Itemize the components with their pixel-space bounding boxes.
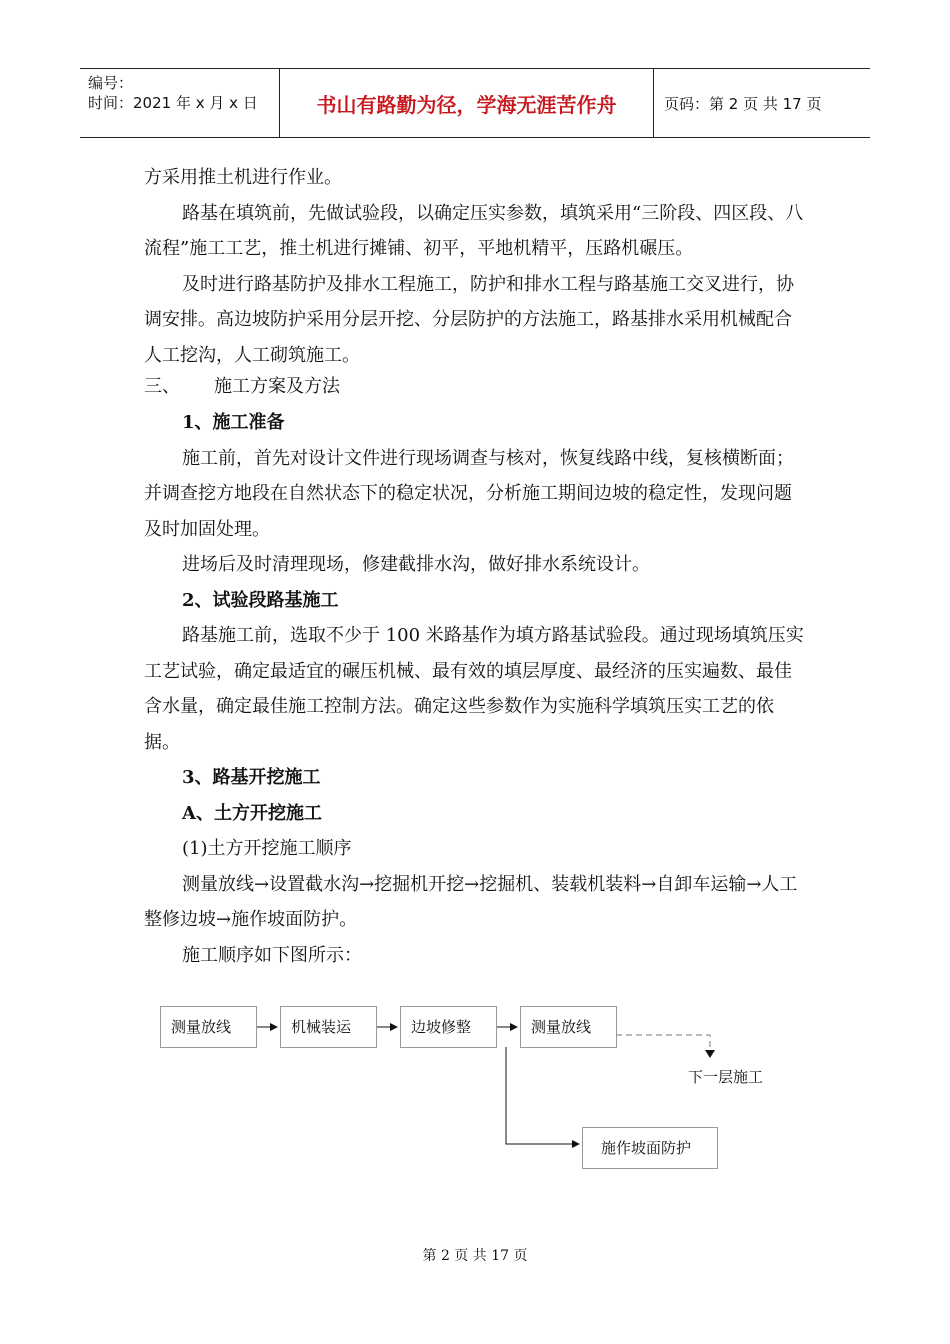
subheading: A、土方开挖施工 [182, 802, 322, 824]
paragraph: 施工顺序如下图所示： [182, 944, 362, 966]
flow-label-next-layer: 下一层施工 [688, 1068, 764, 1086]
page-footer: 第 2 页 共 17 页 [422, 1248, 528, 1264]
subheading: 2、试验段路基施工 [182, 589, 339, 611]
paragraph: 路基施工前，选取不少于 100 米路基作为填方路基试验段。通过现场填筑压实工艺试验，确定最适宜的碾压机械、最有效的填层厚度、最经济的压实遍数、最佳含水量，确定最佳施工控制方法。确定这些参数作为实施科学填筑压实工艺的依据。 [144, 625, 804, 753]
flow-box-survey-2: 测量放线 [520, 1006, 617, 1048]
flow-box-mechanical-loading: 机械装运 [280, 1006, 377, 1048]
arrow-connector [506, 1047, 579, 1144]
flow-box-slope-protection: 施作坡面防护 [582, 1127, 718, 1169]
paragraph: 施工前，首先对设计文件进行现场调查与核对，恢复线路中线，复核横断面；并调查挖方地段在自然状态下的稳定状况，分析施工期间边坡的稳定性，发现问题及时加固处理。 [144, 447, 794, 540]
subheading: 1、施工准备 [182, 412, 285, 433]
paragraph: 测量放线→设置截水沟→挖掘机开挖→挖掘机、装载机装料→自卸车运输→人工整修边坡→施作坡面防护。 [144, 873, 798, 930]
number-label: 编号： [88, 74, 134, 92]
time-label: 时间：2021 年 x 月 x 日 [88, 94, 258, 112]
flow-box-survey: 测量放线 [160, 1006, 257, 1048]
header-page-info: 页码：第 2 页 共 17 页 [664, 94, 822, 113]
section-title: 施工方案及方法 [214, 376, 340, 397]
paragraph: 路基在填筑前，先做试验段，以确定压实参数，填筑采用“三阶段、四区段、八流程”施工工艺，推土机进行摊铺、初平，平地机精平，压路机碾压。 [144, 202, 804, 259]
paragraph: 及时进行路基防护及排水工程施工，防护和排水工程与路基施工交叉进行，协调安排。高边坡防护采用分层开挖、分层防护的方法施工，路基排水采用机械配合人工挖沟，人工砌筑施工。 [144, 273, 794, 366]
dashed-connector [616, 1035, 710, 1055]
section-number: 三、 [144, 376, 180, 397]
paragraph: (1)土方开挖施工顺序 [182, 838, 352, 859]
flow-box-slope-trimming: 边坡修整 [400, 1006, 497, 1048]
header-motto: 书山有路勤为径，学海无涯苦作舟 [280, 69, 654, 137]
paragraph: 方采用推土机进行作业。 [144, 167, 342, 188]
arrow-head [705, 1050, 715, 1058]
subheading: 3、路基开挖施工 [182, 767, 321, 788]
paragraph: 进场后及时清理现场，修建截排水沟，做好排水系统设计。 [182, 554, 650, 575]
